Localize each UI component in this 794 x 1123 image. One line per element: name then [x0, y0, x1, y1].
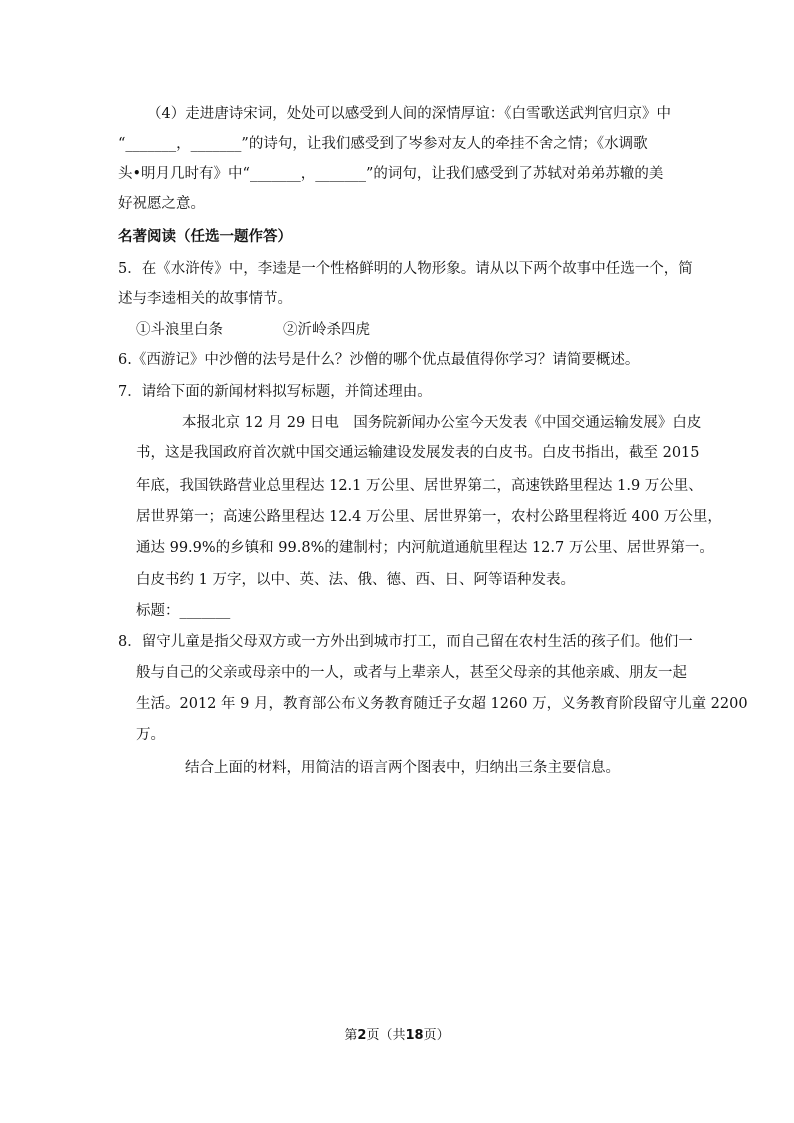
footer-mid: 页（共 — [366, 1028, 406, 1043]
section-title: 名著阅读（任选一题作答） — [118, 229, 292, 245]
page-footer — [0, 1024, 794, 1043]
q4-line-3: 头•明月几时有》中“_______，_______”的词句，让我们感受到了苏轼对弟弟苏辙的美 — [118, 166, 664, 182]
q8-line-1: 8．留守儿童是指父母双方或一方外出到城市打工，而自己留在农村生活的孩子们。他们一 — [118, 634, 693, 650]
q8-line-5: 结合上面的材料，用简洁的语言两个图表中，归纳出三条主要信息。 — [185, 760, 620, 776]
q8-line-4: 万。 — [136, 727, 165, 743]
q7-news-line-1: 本报北京 12 月 29 日电 国务院新闻办公室今天发表《中国交通运输发展》白皮 — [182, 415, 702, 431]
q6-line: 6.《西游记》中沙僧的法号是什么？沙僧的哪个优点最值得你学习？请简要概述。 — [118, 352, 640, 368]
q5-option-2: ②沂岭杀四虎 — [283, 322, 370, 338]
footer-pre: 第 — [344, 1028, 358, 1043]
q8-line-2: 般与自己的父亲或母亲中的一人，或者与上辈亲人，甚至父母亲的其他亲戚、朋友一起 — [136, 665, 687, 681]
q4-line-4: 好祝愿之意。 — [118, 196, 205, 212]
q7-title-label: 标题：_______ — [136, 603, 231, 619]
q5-option-1: ①斗浪里白条 — [136, 322, 223, 338]
q4-line-2: “_______，_______”的诗句，让我们感受到了岑参对友人的牵挂不舍之情；《水调歌 — [118, 136, 648, 152]
q5-line-1: 5．在《水浒传》中，李逵是一个性格鲜明的人物形象。请从以下两个故事中任选一个，简 — [118, 261, 693, 277]
q8-line-3: 生活。2012 年 9 月，教育部公布义务教育随迁子女超 1260 万，义务教育阶段留守儿童 2200 — [136, 696, 748, 712]
q7-news-line-5: 通达 99.9%的乡镇和 99.8%的建制村；内河航道通航里程达 12.7 万公里、居世界第一。 — [136, 540, 714, 556]
q7-news-line-2: 书，这是我国政府首次就中国交通运输建设发展发表的白皮书。白皮书指出，截至 2015 — [136, 445, 700, 461]
q5-line-2: 述与李逵相关的故事情节。 — [118, 291, 292, 307]
q7-line-1: 7．请给下面的新闻材料拟写标题，并简述理由。 — [118, 384, 432, 400]
q7-news-line-3: 年底，我国铁路营业总里程达 12.1 万公里、居世界第二，高速铁路里程达 1.9 万公里、 — [136, 478, 703, 494]
footer-total-pages: 18 — [405, 1028, 424, 1043]
q7-news-line-6: 白皮书约 1 万字，以中、英、法、俄、德、西、日、阿等语种发表。 — [136, 572, 575, 588]
footer-post: 页） — [423, 1028, 450, 1043]
footer-page-number: 2 — [357, 1028, 367, 1043]
q4-line-1: （4）走进唐诗宋词，处处可以感受到人间的深情厚谊：《白雪歌送武判官归京》中 — [147, 106, 671, 122]
q7-news-line-4: 居世界第一；高速公路里程达 12.4 万公里、居世界第一，农村公路里程将近 400 万公里， — [136, 509, 722, 525]
